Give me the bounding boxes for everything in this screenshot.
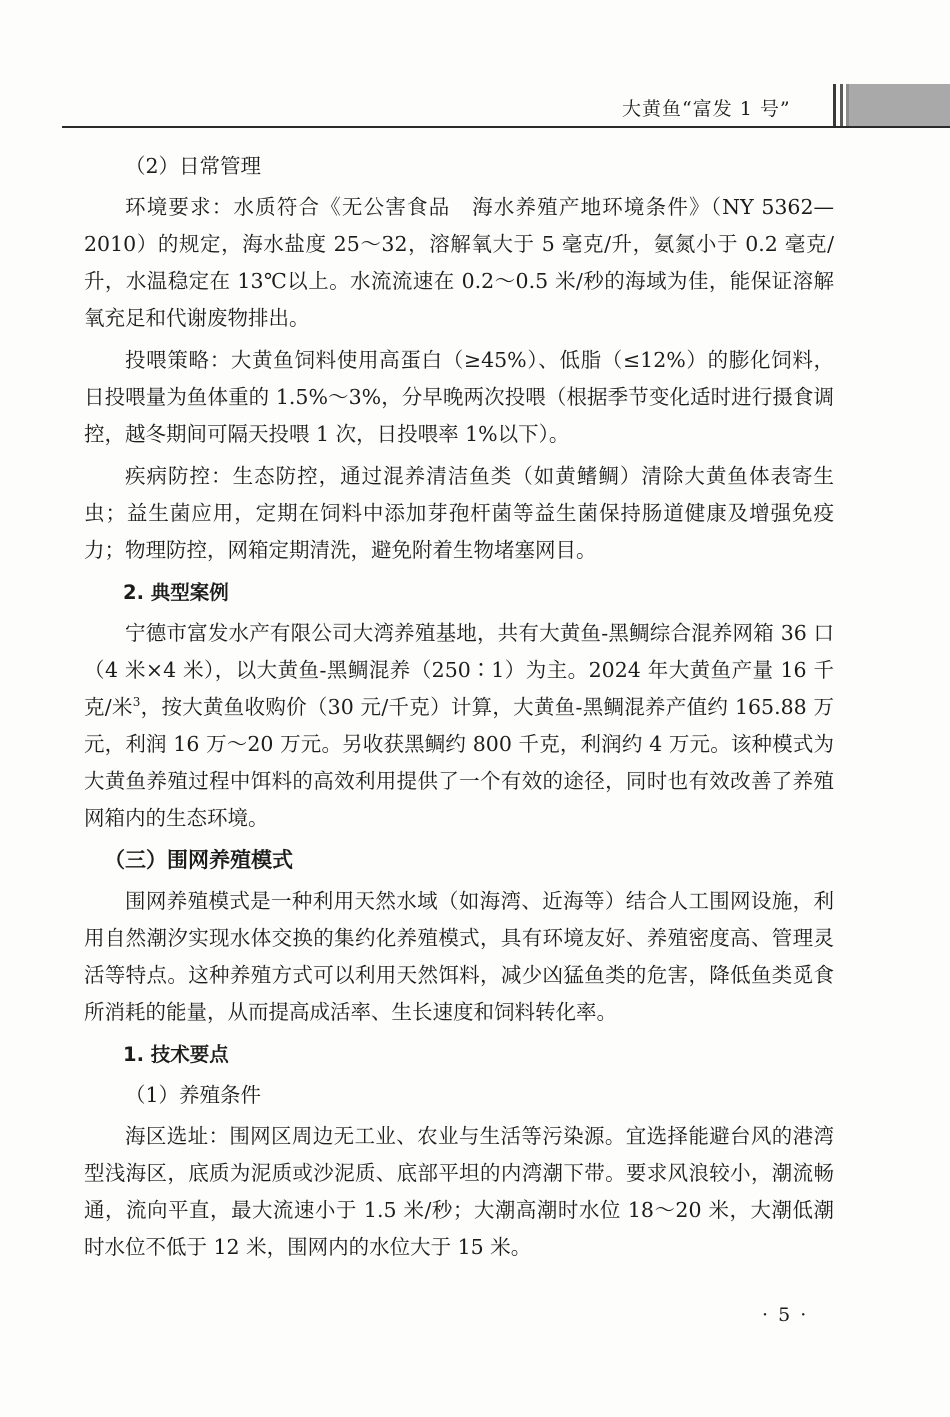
case-superscript: 3: [132, 695, 141, 710]
disease-control-paragraph: 疾病防控：生态防控，通过混养清洁鱼类（如黄鳍鲷）清除大黄鱼体表寄生虫；益生菌应用，定期在饲料中添加芽孢杆菌等益生菌保持肠道健康及增强免疫力；物理防控，网箱定期清洗，避免附着生物堵塞网目。: [84, 464, 834, 562]
site-selection-paragraph: 海区选址：围网区周边无工业、农业与生活等污染源。宜选择能避台风的港湾型浅海区，底质为泥质或沙泥质、底部平坦的内湾潮下带。要求风浪较小，潮流畅通，流向平直，最大流速小于 1.5 米/秒；大潮高潮时水位 18～20 米，大潮低潮时水位不低于 12 米，围网内的水位大于 15 米。: [84, 1124, 834, 1259]
case-text-part-1: 宁德市富发水产有限公司大湾养殖基地，共有大黄鱼-黑鲷综合混养网箱 36 口（4 米×4 米），以大黄鱼-黑鲷混养（250∶1）为主。2024 年大黄鱼产量 16 千克/米: [84, 621, 834, 719]
culture-conditions-heading: （1）养殖条件: [125, 1083, 262, 1107]
header-decorative-bar: [833, 84, 950, 126]
section3-heading: （三）围网养殖模式: [104, 848, 293, 872]
section3-intro-paragraph: 围网养殖模式是一种利用天然水域（如海湾、近海等）结合人工围网设施，利用自然潮汐实现水体交换的集约化养殖模式，具有环境友好、养殖密度高、管理灵活等特点。这种养殖方式可以利用天然饵料，减少凶猛鱼类的危害，降低鱼类觅食所消耗的能量，从而提高成活率、生长速度和饲料转化率。: [84, 889, 834, 1024]
feeding-strategy-paragraph: 投喂策略：大黄鱼饲料使用高蛋白（≥45%）、低脂（≤12%）的膨化饲料，日投喂量为鱼体重的 1.5%～3%，分早晚两次投喂（根据季节变化适时进行摄食调控，越冬期间可隔天投喂 1 次，日投喂率 1%以下）。: [84, 348, 834, 446]
case-text-part-2: ，按大黄鱼收购价（30 元/千克）计算，大黄鱼-黑鲷混养产值约 165.88 万元，利润 16 万～20 万元。另收获黑鲷约 800 千克，利润约 4 万元。该种模式为大黄鱼养殖过程中饵料的高效利用提供了一个有效的途径，同时也有效改善了养殖网箱内的生态环境。: [84, 695, 834, 830]
technical-points-heading: 1. 技术要点: [123, 1043, 229, 1066]
typical-case-paragraph: [84, 615, 834, 837]
running-header-title: 大黄鱼“富发 1 号”: [622, 98, 791, 120]
typical-case-heading: 2. 典型案例: [123, 581, 229, 604]
page-number: · 5 ·: [762, 1304, 809, 1326]
page-content: [84, 148, 834, 1271]
header-rule: [62, 126, 950, 128]
daily-management-heading: （2）日常管理: [125, 154, 262, 178]
environment-requirements-paragraph: 环境要求：水质符合《无公害食品 海水养殖产地环境条件》（NY 5362—2010）的规定，海水盐度 25～32，溶解氧大于 5 毫克/升，氨氮小于 0.2 毫克/升，水温稳定在 13℃以上。水流流速在 0.2～0.5 米/秒的海域为佳，能保证溶解氧充足和代谢废物排出。: [84, 195, 834, 330]
